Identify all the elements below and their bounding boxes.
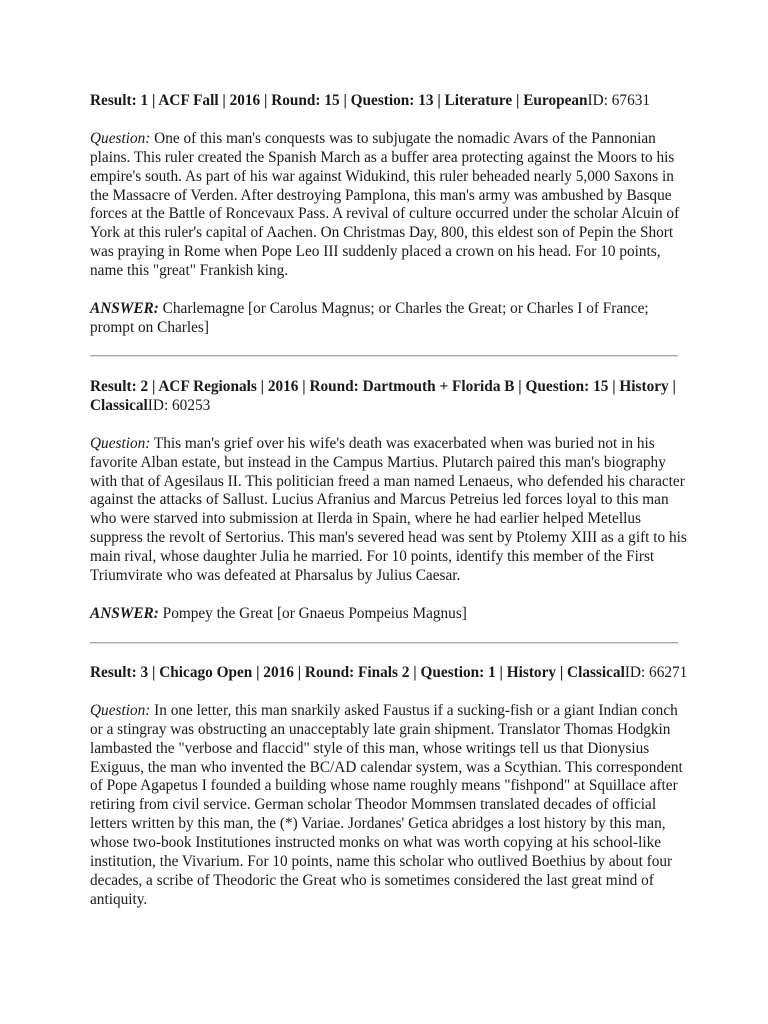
question-label: Question: xyxy=(90,129,151,147)
result-3 xyxy=(90,664,690,910)
answer-label: ANSWER: xyxy=(90,604,159,622)
id-label: ID: xyxy=(624,664,650,681)
result-header: Result: 2 | ACF Regionals | 2016 | Round: Dartmouth + Florida B | Question: 15 | History | ClassicalID: 60253 xyxy=(90,378,676,414)
answer-label: ANSWER: xyxy=(90,299,159,317)
question-text: In one letter, this man snarkily asked Faustus if a sucking-fish or a giant Indian conch or a stingray was obstructing an unacceptably late grain shipment. Translator Thomas Hodgkin lambasted the "verbose and flaccid" style of this man, whose writings tell us that Dionysius Exiguus, the man who invented the BC/AD calendar system, was a Scythian. This correspondent of Pope Agapetus I founded a building whose name roughly means "fishpond" at Squillace after retiring from civil service. German scholar Theodor Mommsen translated decades of official letters written by this man, the (*) Variae. Jordanes' Getica abridges a lost history by this man, whose two-book Institutiones instructed monks on what was worth copying at his school-like institution, the Vivarium. For 10 points, name this scholar who outlived Boethius by about four decades, a scribe of Theodoric the Great who is sometimes considered the last great mind of antiquity. xyxy=(90,701,683,908)
result-1 xyxy=(90,92,690,338)
divider xyxy=(90,355,678,357)
question xyxy=(90,130,690,281)
divider xyxy=(90,642,678,644)
answer xyxy=(90,300,690,338)
id-value: 60253 xyxy=(172,396,211,414)
result-header: Result: 3 | Chicago Open | 2016 | Round: Finals 2 | Question: 1 | History | ClassicalID: 66271 xyxy=(90,664,688,681)
id-label: ID: xyxy=(587,92,612,109)
result-2 xyxy=(90,378,690,624)
id-value: 66271 xyxy=(649,664,688,681)
question-text: One of this man's conquests was to subjugate the nomadic Avars of the Pannonian plains. This ruler created the Spanish March as a buffer area protecting against the Moors to his empire's south. As part of his war against Widukind, this ruler beheaded nearly 5,000 Saxons in the Massacre of Verden. After destroying Pamplona, this man's army was ambushed by Basque forces at the Battle of Roncevaux Pass. A revival of culture occurred under the scholar Alcuin of York at this ruler's capital of Aachen. On Christmas Day, 800, this eldest son of Pepin the Short was praying in Rome when Pope Leo III suddenly placed a crown on his head. For 10 points, name this "great" Frankish king. xyxy=(90,129,680,280)
id-value: 67631 xyxy=(611,92,651,109)
question xyxy=(90,702,690,910)
id-label: ID: xyxy=(147,396,173,414)
question xyxy=(90,435,690,586)
result-header: Result: 1 | ACF Fall | 2016 | Round: 15 | Question: 13 | Literature | EuropeanID: 67631 xyxy=(90,92,651,109)
question-label: Question: xyxy=(90,701,151,719)
answer xyxy=(90,605,690,624)
answer-text: Charlemagne [or Carolus Magnus; or Charles the Great; or Charles I of France; prompt on Charles] xyxy=(90,299,649,336)
question-label: Question: xyxy=(90,434,151,452)
answer-text: Pompey the Great [or Gnaeus Pompeius Magnus] xyxy=(158,604,467,622)
question-text: This man's grief over his wife's death was exacerbated when was buried not in his favorite Alban estate, but instead in the Campus Martius. Plutarch paired this man's biography with that of Agesilaus II. This politician freed a man named Lenaeus, who defended his character against the attacks of Sallust. Lucius Afranius and Marcus Petreius led forces loyal to this man who were starved into submission at Ilerda in Spain, where he had earlier helped Metellus suppress the revolt of Sertorius. This man's severed head was sent by Ptolemy XIII as a gift to his main rival, whose daughter Julia he married. For 10 points, identify this member of the First Triumvirate who was defeated at Pharsalus by Julius Caesar. xyxy=(90,434,687,585)
